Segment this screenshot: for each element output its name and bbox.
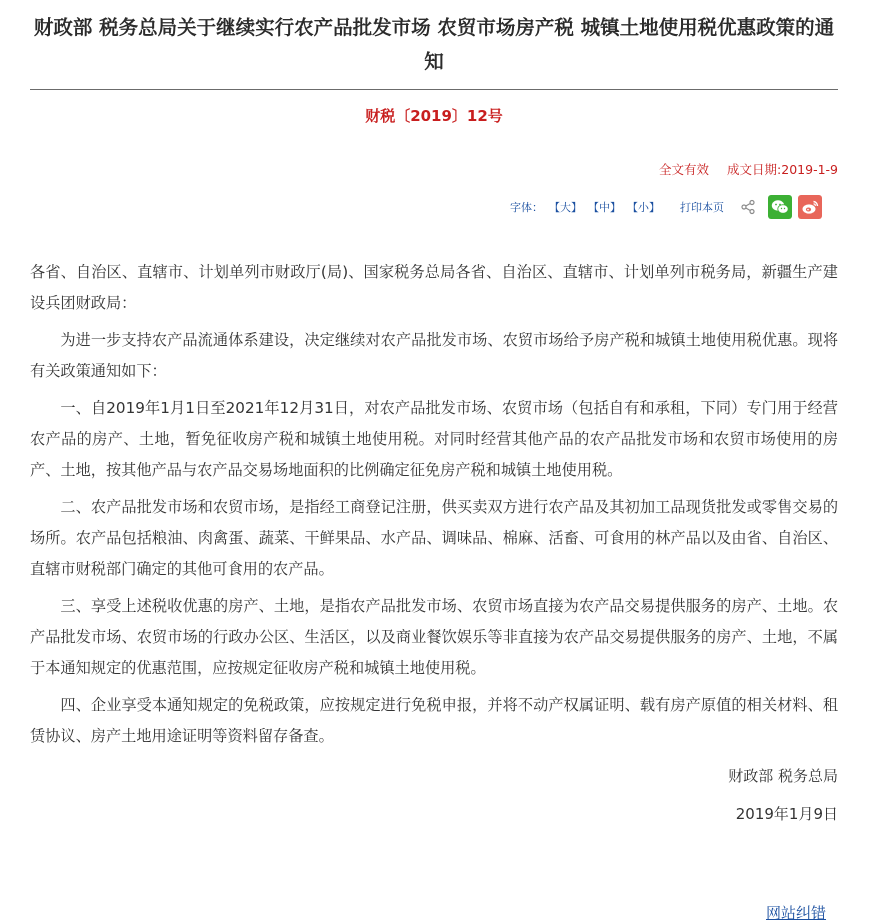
font-small-button[interactable]: 【小】	[627, 201, 660, 214]
issue-date: 成文日期:2019-1-9	[727, 162, 838, 177]
share-icon[interactable]	[740, 199, 756, 215]
weibo-icon[interactable]	[798, 195, 822, 219]
document-body	[30, 257, 838, 832]
document-number: 财税〔2019〕12号	[365, 107, 503, 125]
wechat-glyph-icon	[771, 199, 789, 215]
site-feedback-link[interactable]: 网站纠错	[766, 904, 827, 922]
font-medium-button[interactable]: 【中】	[588, 201, 621, 214]
paragraph-intro: 为进一步支持农产品流通体系建设，决定继续对农产品批发市场、农贸市场给予房产税和城镇土地使用税优惠。现将有关政策通知如下：	[30, 331, 838, 380]
toolbar	[510, 193, 828, 221]
validity-badge: 全文有效	[659, 162, 710, 177]
paragraph-1: 一、自2019年1月1日至2021年12月31日，对农产品批发市场、农贸市场（包括自有和承租，下同）专门用于经营农产品的房产、土地，暂免征收房产税和城镇土地使用税。对同时经营其他产品的农产品批发市场和农贸市场使用的房产、土地，按其他产品与农产品交易场地面积的比例确定征免房产税和城镇土地使用税。	[30, 399, 838, 479]
print-button[interactable]: 打印本页	[680, 201, 724, 214]
font-large-button[interactable]: 【大】	[549, 201, 582, 214]
paragraph-4: 四、企业享受本通知规定的免税政策，应按规定进行免税申报，并将不动产权属证明、载有房产原值的相关材料、租赁协议、房产土地用途证明等资料留存备查。	[30, 696, 838, 745]
document-container	[30, 0, 838, 823]
paragraph-2: 二、农产品批发市场和农贸市场，是指经工商登记注册，供买卖双方进行农产品及其初加工品现货批发或零售交易的场所。农产品包括粮油、肉禽蛋、蔬菜、干鲜果品、水产品、调味品、棉麻、活畜、可食用的林产品以及由省、自治区、直辖市财税部门确定的其他可食用的农产品。	[30, 498, 838, 578]
weibo-glyph-icon	[801, 199, 819, 215]
title-divider	[30, 89, 838, 90]
sign-date: 2019年1月9日	[735, 805, 838, 823]
paragraph-3: 三、享受上述税收优惠的房产、土地，是指农产品批发市场、农贸市场直接为农产品交易提供服务的房产、土地。农产品批发市场、农贸市场的行政办公区、生活区，以及商业餐饮娱乐等非直接为农产品交易提供服务的房产、土地，不属于本通知规定的优惠范围，应按规定征收房产税和城镇土地使用税。	[30, 597, 838, 677]
font-size-label: 字体：	[510, 201, 543, 214]
wechat-icon[interactable]	[768, 195, 792, 219]
addressee: 各省、自治区、直辖市、计划单列市财政厅(局)、国家税务总局各省、自治区、直辖市、计划单列市税务局，新疆生产建设兵团财政局：	[30, 263, 838, 312]
page-title: 财政部 税务总局关于继续实行农产品批发市场 农贸市场房产税 城镇土地使用税优惠政策的通知	[33, 16, 835, 73]
document-meta	[659, 161, 838, 179]
signatory: 财政部 税务总局	[728, 767, 838, 785]
